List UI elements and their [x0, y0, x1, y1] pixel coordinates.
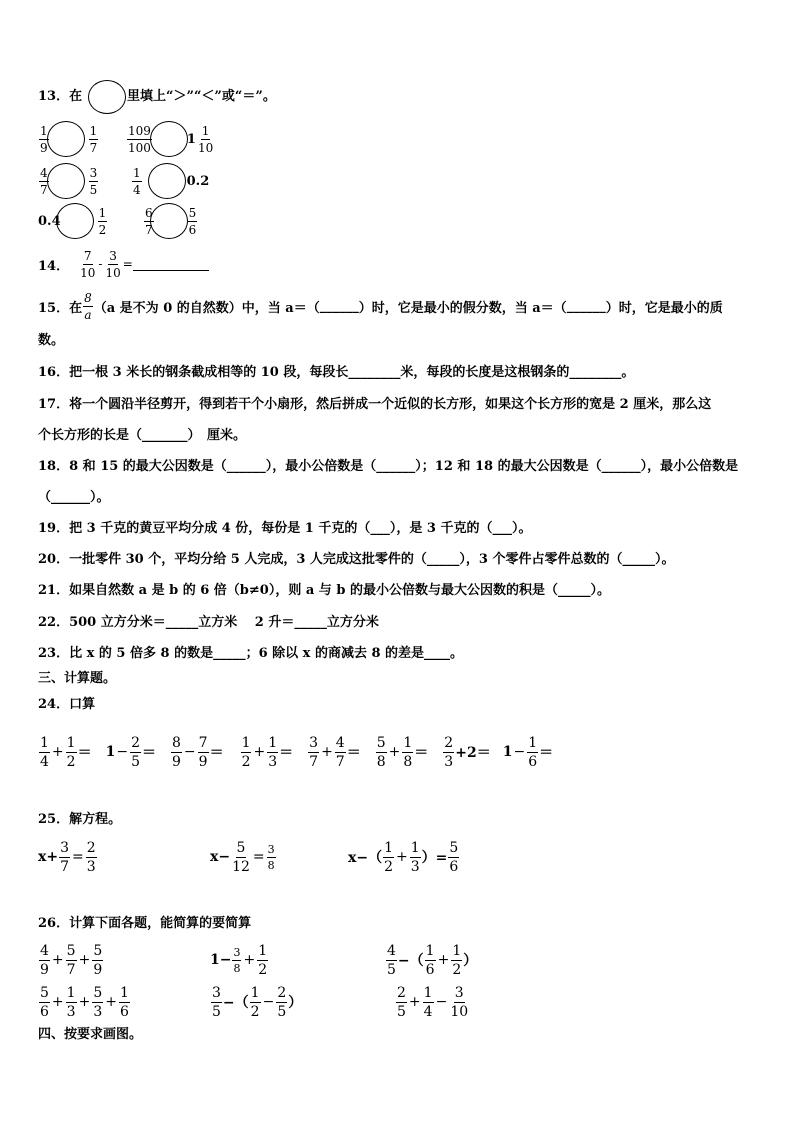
q26-expr-1: $\frac{4}{9}$ + $\frac{5}{7}$ + $\frac{5}{9}$ [40, 942, 103, 978]
q25-title: 25．解方程。 [38, 812, 122, 827]
q26-expr-4: $\frac{5}{6}$ + $\frac{1}{3}$ + $\frac{5}{3}$ + $\frac{1}{6}$ [40, 984, 129, 1020]
q18-line1: 18．8 和 15 的最大公因数是（______），最小公倍数是（______）；12 和 18 的最大公因数是（______），最小公倍数是 [38, 459, 739, 474]
q26-expr-3: $\frac{4}{5}$ −（ $\frac{1}{6}$ + $\frac{1}{2}$ ） [387, 942, 478, 978]
q26-expr-2: 1− $\frac{3}{8}$ + $\frac{1}{2}$ [210, 942, 268, 978]
q24-title: 24．口算 [38, 697, 96, 712]
q13-num: 13．在 [38, 89, 83, 104]
expr-1: $\frac{1}{4}$ + $\frac{1}{2}$ ＝ [40, 734, 92, 770]
q14: 14． $\frac{7}{10}$ - $\frac{3}{10}$ = [38, 245, 209, 283]
answer-blank[interactable] [133, 258, 209, 271]
q17-line1: 17．将一个圆沿半径剪开，得到若干个小扇形，然后拼成一个近似的长方形，如果这个长方形的宽是 2 厘米，那么这 [38, 397, 712, 412]
equation-1: x+ $\frac{3}{7}$ = $\frac{2}{3}$ [38, 839, 96, 875]
q26-expr-5: $\frac{3}{5}$ −（ $\frac{1}{2}$ − $\frac{2}{5}$ ） [212, 984, 303, 1020]
expr-8: 1 − $\frac{1}{6}$ ＝ [502, 734, 554, 770]
q21: 21．如果自然数 a 是 b 的 6 倍（b≠0），则 a 与 b 的最小公倍数与最大公因数的积是（_____）。 [38, 583, 610, 598]
compare-circle-example [88, 80, 126, 114]
compare-circle[interactable] [150, 121, 188, 157]
compare-circle[interactable] [56, 203, 94, 239]
compare-circle[interactable] [148, 163, 186, 199]
q16: 16．把一根 3 米长的钢条截成相等的 10 段，每段长________米，每段的长度是这根钢条的________。 [38, 365, 635, 380]
equation-3: x−（ $\frac{1}{2}$ + $\frac{1}{3}$ ）= $\frac{5}{6}$ [348, 839, 459, 875]
q20: 20．一批零件 30 个，平均分给 5 人完成，3 人完成这批零件的（_____），3 个零件占零件总数的（_____）。 [38, 552, 675, 567]
q17-line2: 个长方形的长是（_______） 厘米。 [38, 428, 247, 443]
q15-line2: 数。 [38, 333, 65, 348]
section-3-heading: 三、计算题。 [38, 671, 117, 686]
q13-item-4: $\frac{1}{4}$ 0.2 [133, 165, 210, 197]
expr-5: $\frac{3}{7}$ + $\frac{4}{7}$ ＝ [309, 734, 361, 770]
compare-circle[interactable] [47, 163, 85, 199]
q13-item-2: $\frac{109}{100}$ 1 $\frac{1}{10}$ [128, 123, 214, 155]
q13-item-1: $\frac{1}{9}$ $\frac{1}{7}$ [40, 123, 98, 155]
q13-text: 里填上“＞”“＜”或“＝”。 [127, 89, 276, 104]
q24-expressions [38, 732, 553, 772]
q22: 22．500 立方分米＝_____立方米 2 升＝_____立方分米 [38, 615, 379, 630]
expr-3: $\frac{8}{9}$ − $\frac{7}{9}$ ＝ [171, 734, 224, 770]
q26-expr-6: $\frac{2}{5}$ + $\frac{1}{4}$ − $\frac{3}{10}$ [397, 984, 469, 1020]
equation-2: x− $\frac{5}{12}$ = $\frac{3}{8}$ [210, 839, 275, 875]
q13-item-5: 0.4 $\frac{1}{2}$ [38, 205, 107, 237]
q26-title: 26．计算下面各题，能简算的要简算 [38, 916, 252, 931]
section-4-heading: 四、按要求画图。 [38, 1027, 143, 1042]
expr-6: $\frac{5}{8}$ + $\frac{1}{8}$ ＝ [376, 734, 429, 770]
expr-2: 1 − $\frac{2}{5}$ ＝ [105, 734, 156, 770]
q23: 23．比 x 的 5 倍多 8 的数是_____；6 除以 x 的商减去 8 的差是____。 [38, 646, 464, 661]
compare-circle[interactable] [150, 203, 188, 239]
q13-item-3: $\frac{4}{7}$ $\frac{3}{5}$ [40, 165, 98, 197]
expr-4: $\frac{1}{2}$ + $\frac{1}{3}$ ＝ [241, 734, 294, 770]
q18-line2: （______）。 [38, 490, 110, 505]
q15-line1: 15．在 $\frac{8}{a}$ （a 是不为 0 的自然数）中，当 a＝（ ______ ）时，它是最小的假分数，当 a＝（ ______ ）时，它是最小的质 [38, 290, 723, 322]
q19: 19．把 3 千克的黄豆平均分成 4 份，每份是 1 千克的（___），是 3 千克的（___）。 [38, 521, 532, 536]
q13-item-6: $\frac{6}{7}$ $\frac{5}{6}$ [145, 205, 197, 237]
compare-circle[interactable] [47, 121, 85, 157]
expr-7: $\frac{2}{3}$ +2＝ [444, 734, 491, 770]
